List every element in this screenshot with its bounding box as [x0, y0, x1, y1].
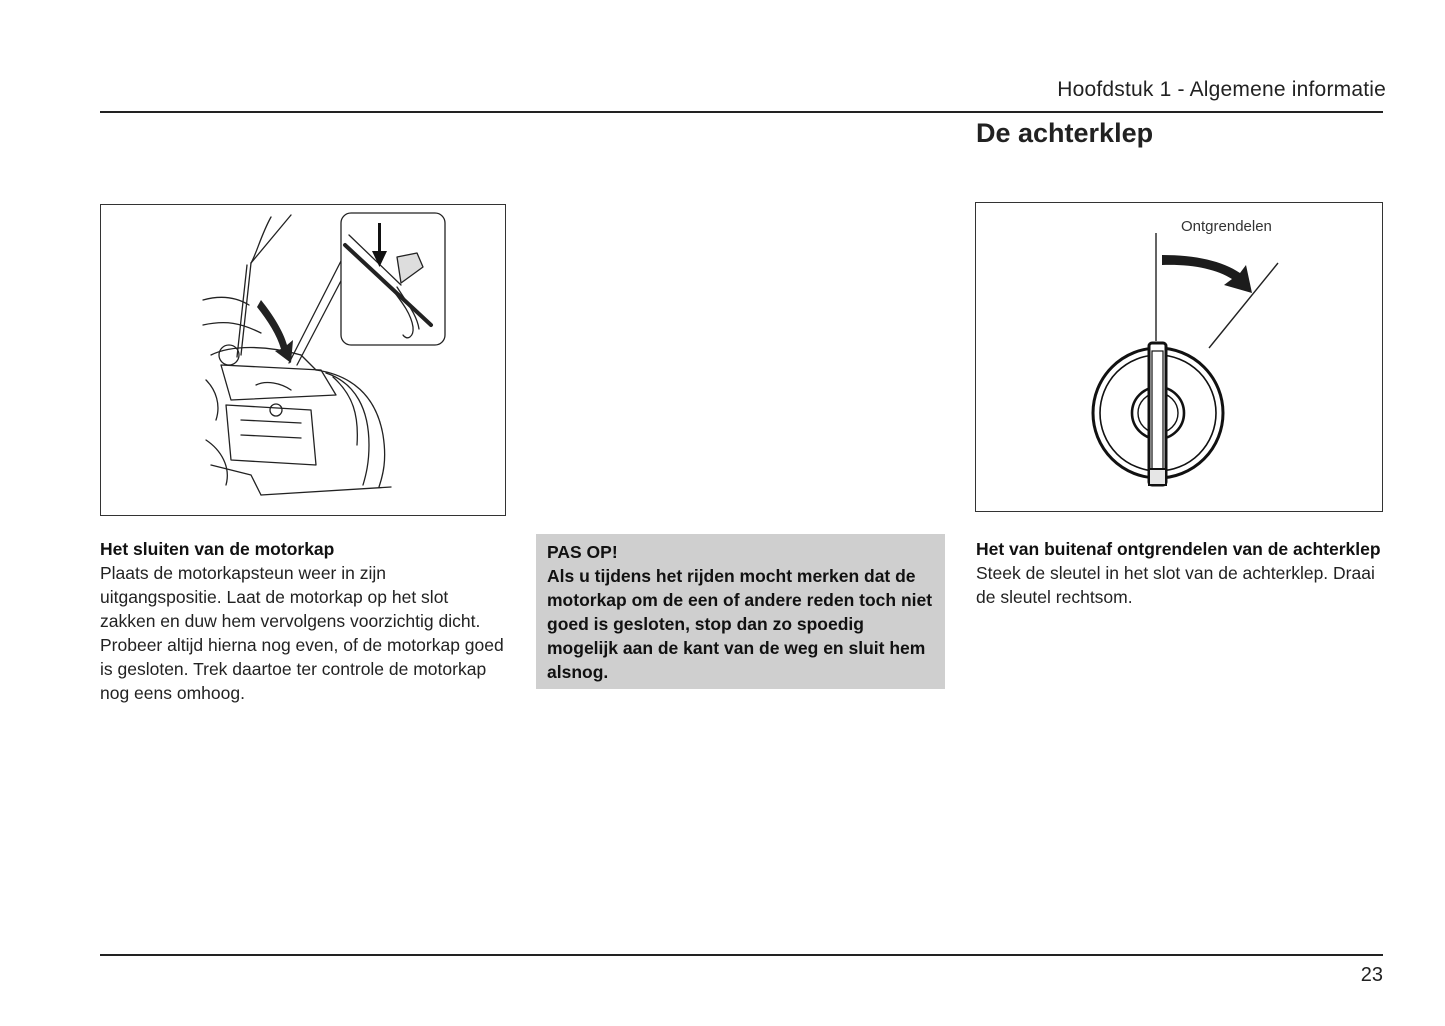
hood-closing-section [100, 537, 506, 705]
page-number: 23 [1360, 964, 1383, 986]
hood-closing-illustration [100, 204, 506, 516]
warning-text: Als u tijdens het rijden mocht merken dat de motorkap om de een of andere reden toch niet goed is gesloten, stop dan zo spoedig mogelijk aan de kant van de weg en sluit hem alsnog. [547, 566, 933, 682]
tailgate-unlock-paragraph: Steek de sleutel in het slot van de achterklep. Draai de sleutel rechtsom. [976, 563, 1375, 607]
header-divider [100, 111, 1383, 113]
hood-closing-icon [101, 205, 505, 515]
hood-closing-heading: Het sluiten van de motorkap [100, 539, 335, 559]
section-title: De achterklep [976, 118, 1154, 148]
chapter-header: Hoofdstuk 1 - Algemene informatie [1057, 78, 1386, 101]
hood-closing-paragraph-1: Plaats de motorkapsteun weer in zijn uitgangspositie. Laat de motorkap op het slot zakken en duw hem vervolgens voorzichtig dicht. [100, 563, 481, 631]
tailgate-unlock-heading: Het van buitenaf ontgrendelen van de achterklep [976, 539, 1381, 559]
key-lock-illustration [975, 202, 1383, 512]
footer-divider [100, 954, 1383, 956]
tailgate-unlock-section [976, 537, 1384, 609]
unlock-label: Ontgrendelen [1181, 218, 1272, 235]
warning-box [536, 534, 945, 689]
hood-closing-paragraph-2: Probeer altijd hierna nog even, of de motorkap goed is gesloten. Trek daartoe ter controle de motorkap nog eens omhoog. [100, 635, 504, 703]
warning-title: PAS OP! [547, 542, 618, 562]
key-lock-icon [976, 203, 1382, 511]
